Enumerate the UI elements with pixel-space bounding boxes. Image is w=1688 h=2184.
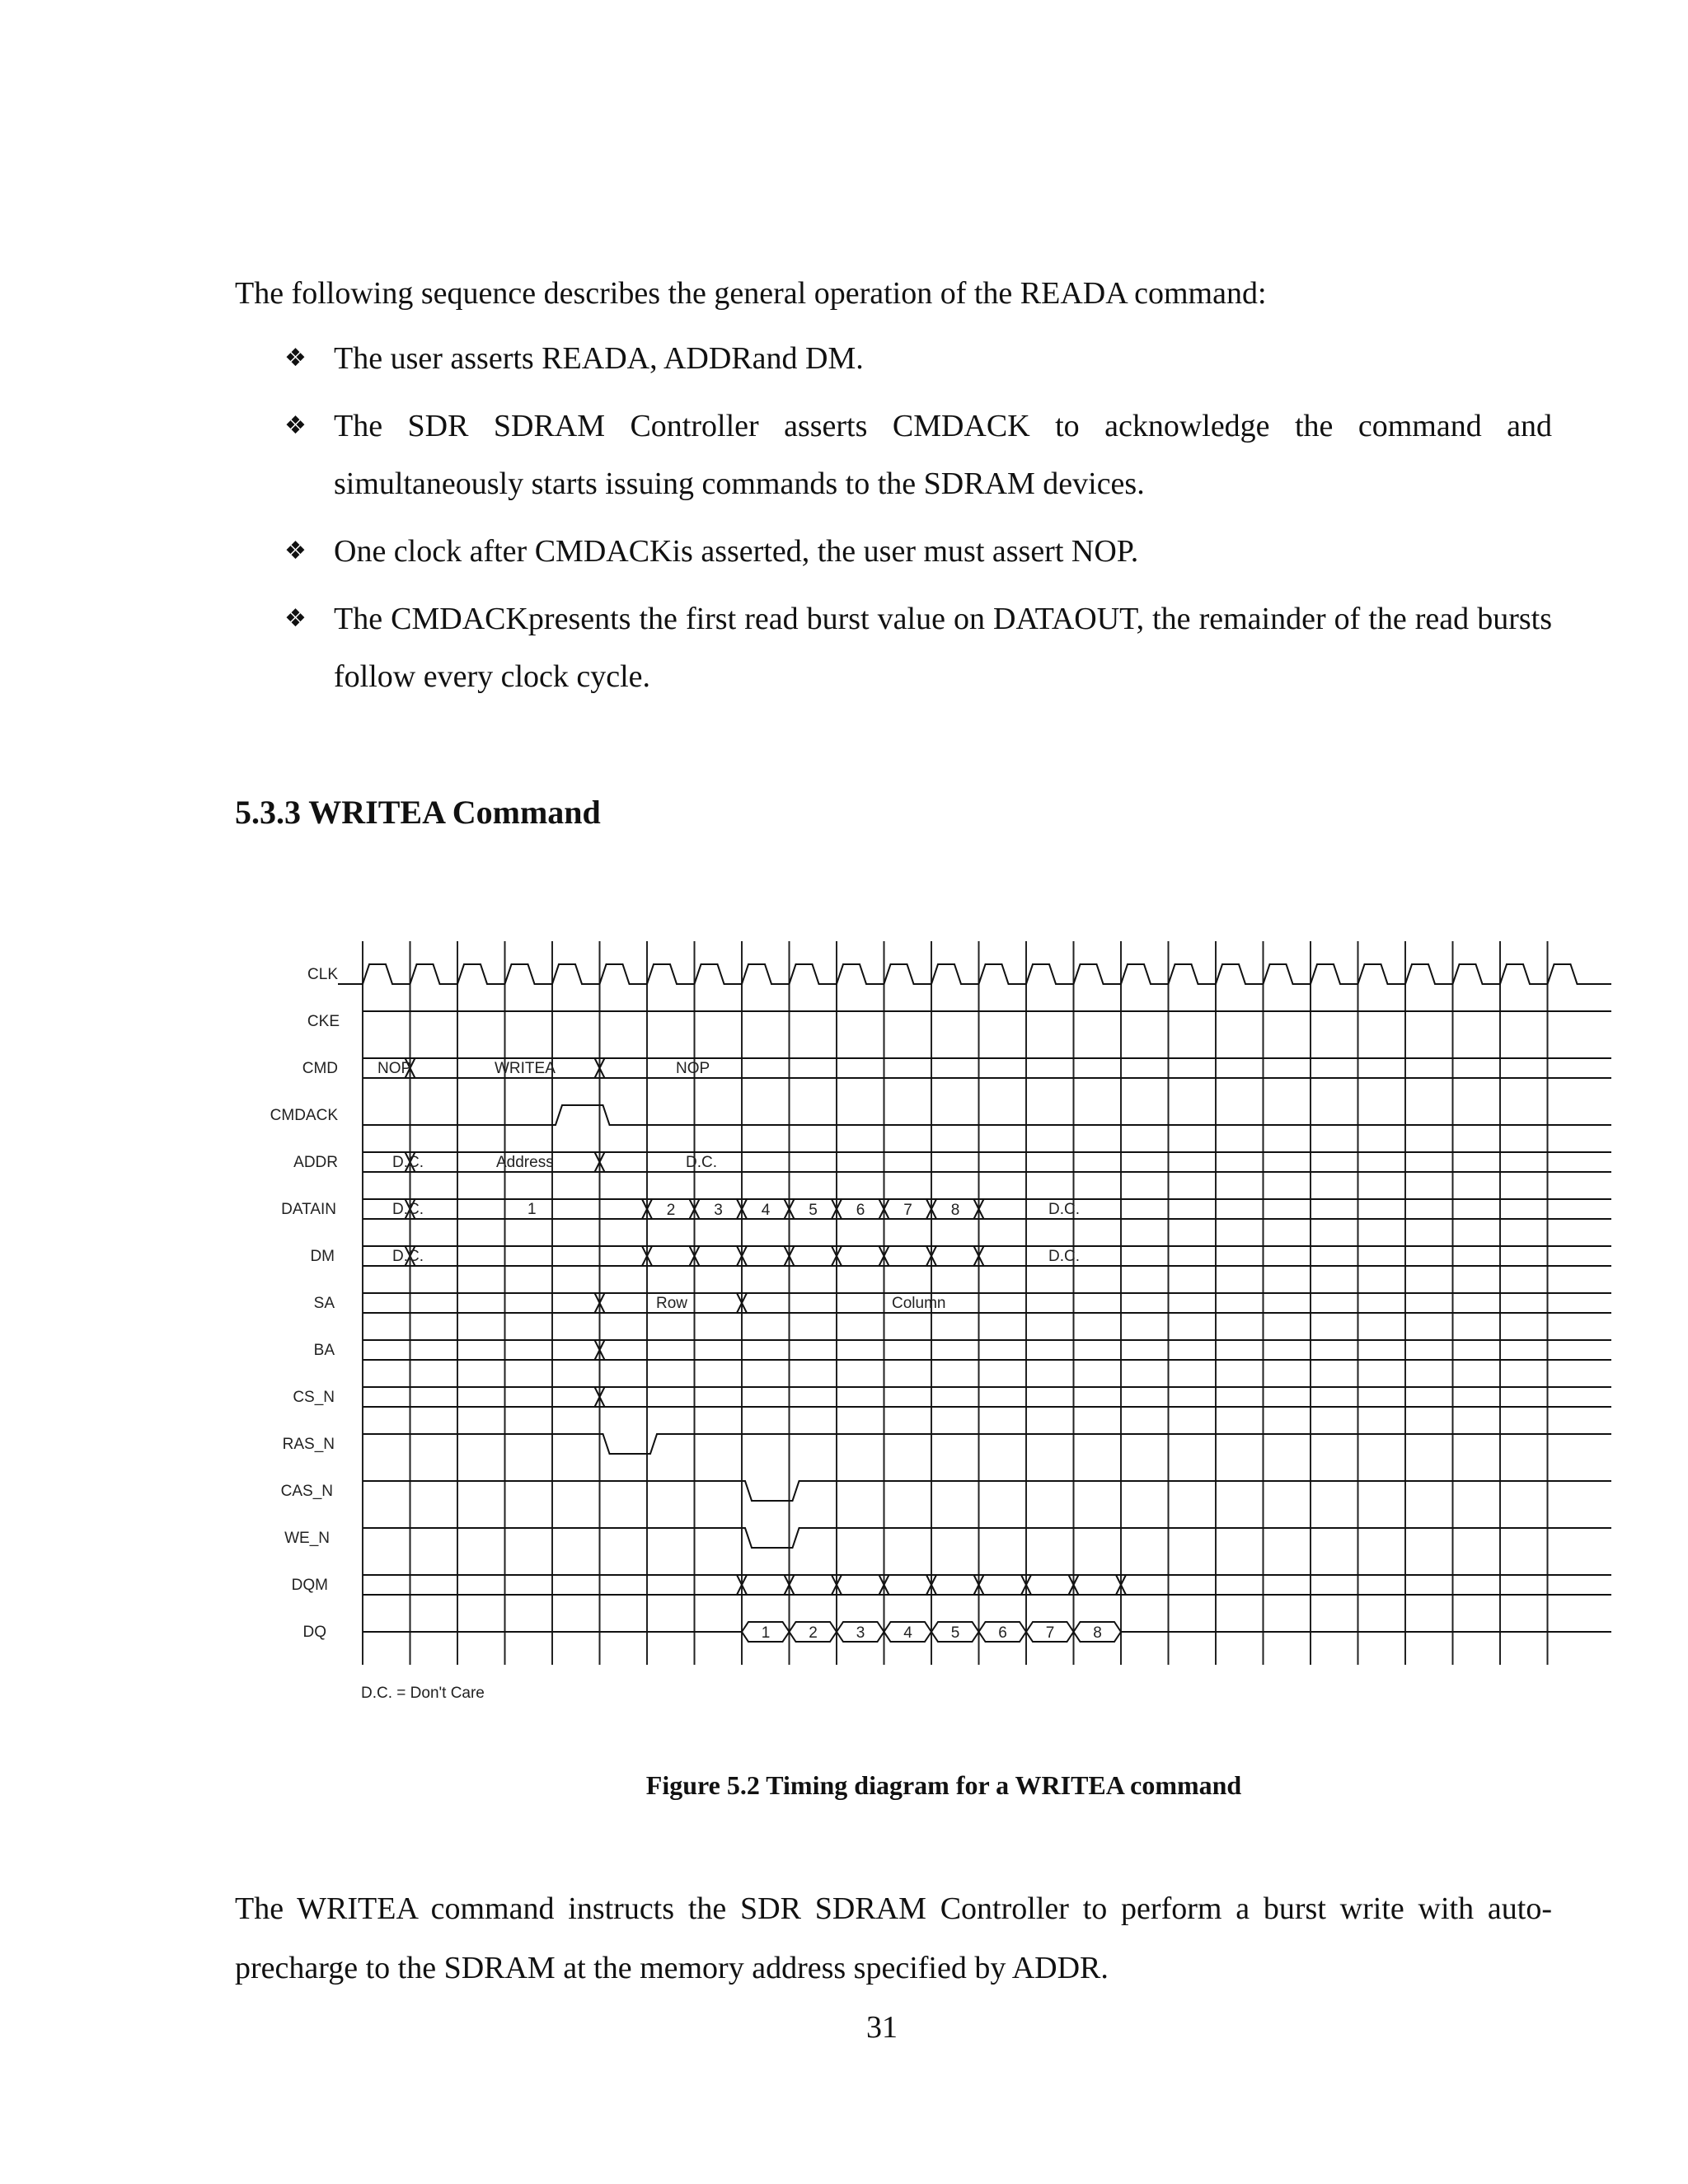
signal-label-ba: BA — [313, 1342, 335, 1359]
signal-label-cas-n: CAS_N — [280, 1483, 333, 1500]
datain-first-label: 1 — [528, 1201, 537, 1218]
signal-label-clk: CLK — [307, 966, 338, 983]
datain-value-label: 2 — [666, 1202, 676, 1219]
cas-n-waveform — [363, 1481, 1611, 1501]
diamond-bullet-icon: ❖ — [284, 604, 307, 633]
cmd-nop-label: NOP — [377, 1060, 412, 1077]
clk-waveform — [338, 964, 1611, 984]
dq-value-label: 2 — [809, 1624, 818, 1642]
diamond-bullet-icon: ❖ — [284, 537, 307, 565]
diamond-bullet-icon: ❖ — [284, 344, 307, 373]
we-n-waveform — [363, 1528, 1611, 1548]
bullet-item — [284, 523, 1552, 580]
dm-dc-label: D.C. — [1048, 1248, 1080, 1265]
bullet-list — [284, 330, 1552, 715]
addr-dc-label: D.C. — [392, 1154, 424, 1171]
bullet-item — [284, 330, 1552, 387]
signal-label-sa: SA — [313, 1295, 335, 1312]
timing-grid — [363, 941, 1548, 1665]
ras-n-waveform — [363, 1434, 1611, 1454]
bullet-text: The user asserts READA, ADDRand DM. — [334, 341, 864, 376]
signal-label-dqm: DQM — [291, 1577, 328, 1594]
datain-dc-label: D.C. — [1048, 1201, 1080, 1218]
cmdack-waveform — [363, 1105, 1611, 1125]
datain-value-label: 3 — [714, 1202, 723, 1219]
dq-value-label: 7 — [1045, 1624, 1055, 1642]
section-heading: 5.3.3 WRITEA Command — [235, 794, 601, 831]
diamond-bullet-icon: ❖ — [284, 411, 307, 440]
page-number: 31 — [866, 2010, 898, 2045]
figure-caption: Figure 5.2 Timing diagram for a WRITEA command — [645, 1770, 1242, 1800]
bullet-text: The SDR SDRAM Controller asserts CMDACK to acknowledge the command and simultaneously starts issuing commands to the SDRAM devices. — [334, 409, 1552, 501]
cmd-writea-label: WRITEA — [495, 1060, 556, 1077]
timing-diagram — [247, 931, 1615, 1722]
signal-label-cke: CKE — [307, 1013, 340, 1030]
addr-address-label: Address — [496, 1154, 554, 1171]
dq-value-label: 3 — [856, 1624, 865, 1642]
bullet-text: One clock after CMDACKis asserted, the user must assert NOP. — [334, 534, 1139, 569]
bullet-text: The CMDACKpresents the first read burst value on DATAOUT, the remainder of the read bursts follow every clock cycle. — [334, 602, 1552, 694]
bullet-item — [284, 397, 1552, 513]
bullet-item — [284, 590, 1552, 705]
addr-dc-label: D.C. — [686, 1154, 717, 1171]
dq-value-label: 4 — [903, 1624, 912, 1642]
datain-value-label: 4 — [761, 1202, 771, 1219]
sa-column-label: Column — [892, 1295, 946, 1312]
datain-dc-label: D.C. — [392, 1201, 424, 1218]
datain-value-label: 5 — [809, 1202, 818, 1219]
signal-label-dm: DM — [310, 1248, 335, 1265]
signal-label-cs-n: CS_N — [293, 1389, 335, 1406]
signal-label-ras-n: RAS_N — [282, 1436, 335, 1453]
dq-value-label: 6 — [998, 1624, 1007, 1642]
sa-row-label: Row — [656, 1295, 688, 1312]
dq-value-label: 1 — [761, 1624, 771, 1642]
intro-paragraph: The following sequence describes the general operation of the READA command: — [235, 276, 1267, 311]
dq-value-label: 8 — [1093, 1624, 1102, 1642]
signal-label-cmdack: CMDACK — [270, 1107, 338, 1124]
signal-label-cmd: CMD — [302, 1060, 338, 1077]
datain-value-label: 7 — [903, 1202, 912, 1219]
datain-value-label: 8 — [950, 1202, 960, 1219]
closing-paragraph: The WRITEA command instructs the SDR SDRAM Controller to perform a burst write with auto-precharge to the SDRAM at the memory address specified by ADDR. — [235, 1891, 1552, 1985]
dq-value-label: 5 — [950, 1624, 960, 1642]
signal-label-addr: ADDR — [293, 1154, 338, 1171]
signal-label-dq: DQ — [302, 1624, 326, 1641]
dm-dc-label: D.C. — [392, 1248, 424, 1265]
signal-label-datain: DATAIN — [281, 1201, 336, 1218]
cmd-nop-label: NOP — [676, 1060, 710, 1077]
diagram-footnote: D.C. = Don't Care — [361, 1685, 485, 1702]
signal-label-we-n: WE_N — [284, 1530, 330, 1547]
datain-value-label: 6 — [856, 1202, 865, 1219]
